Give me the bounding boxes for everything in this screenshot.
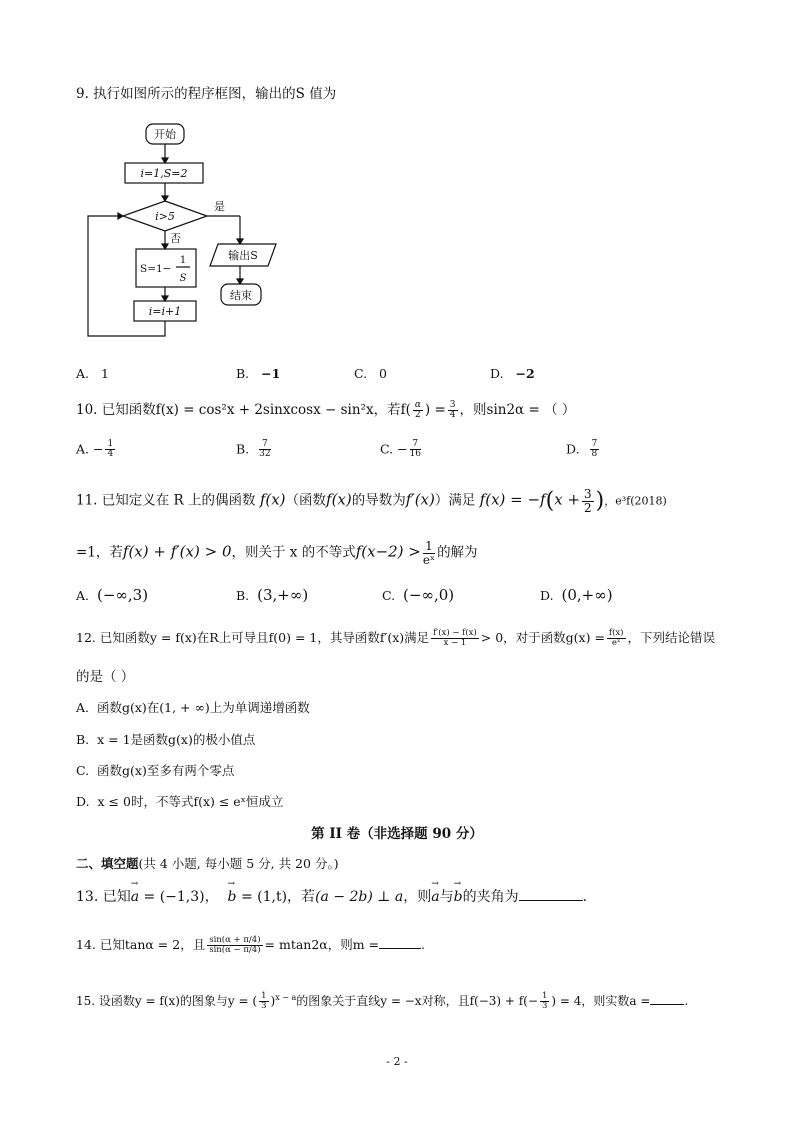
q10-option-b[interactable]: B. $\frac{7}{32}$ xyxy=(236,439,271,460)
flow-start-text: 开始 xyxy=(154,128,176,141)
flow-assign-num: 1 xyxy=(179,255,187,266)
q10-option-c[interactable]: C. − $\frac{7}{16}$ xyxy=(380,439,422,460)
q11-option-c[interactable]: C. (−∞,0) xyxy=(382,586,455,604)
page-number: - 2 - xyxy=(386,1055,408,1068)
q12-line2: 的是（ ） xyxy=(76,669,135,685)
flow-assign-den: S xyxy=(179,273,187,284)
q13-answer-blank[interactable] xyxy=(519,900,583,901)
section-title: 第 II 卷（非选择题 90 分） xyxy=(311,826,483,842)
flow-init-text: i=1,S=2 xyxy=(140,167,188,180)
q10-stem: 10. 已知函数f(x) = cos²x + 2sinxcosx − sin²x，若f( $\frac{\alpha}{2}$ ) = $\frac{3}{4}$ ，则sin2α = （ ） xyxy=(76,399,576,420)
flow-cond-text: i>5 xyxy=(155,210,175,223)
q11-option-b[interactable]: B. (3,+∞) xyxy=(236,586,309,604)
flowchart-diagram xyxy=(80,120,300,345)
q14-answer-blank[interactable] xyxy=(379,948,421,949)
q9-stem: 9. 执行如图所示的程序框图，输出的S 值为 xyxy=(76,86,337,102)
q12-option-c[interactable]: C. 函数g(x)至多有两个零点 xyxy=(76,763,235,778)
flow-incr-text: i=i+1 xyxy=(148,305,182,318)
q9-option-d[interactable]: D. −2 xyxy=(490,366,535,381)
q11-line2: =1，若f(x) + f′(x) > 0，则关于 x 的不等式f(x−2) > $\frac{1}{\text{eˣ}}$ 的解为 xyxy=(76,539,478,567)
q9-option-b[interactable]: B. −1 xyxy=(236,366,281,381)
q9-option-a[interactable]: A. 1 xyxy=(76,366,109,381)
flow-assign-pre: S=1− xyxy=(140,263,172,275)
flow-output-text: 输出S xyxy=(228,249,258,262)
q12-option-d[interactable]: D. x ≤ 0时，不等式f(x) ≤ eˣ恒成立 xyxy=(76,794,284,809)
q10-option-a[interactable]: A. − $\frac{1}{4}$ xyxy=(76,439,114,460)
q11-option-d[interactable]: D. (0,+∞) xyxy=(540,586,613,604)
q12-option-b[interactable]: B. x = 1是函数g(x)的极小值点 xyxy=(76,732,256,747)
q12-option-a[interactable]: A. 函数g(x)在(1, + ∞)上为单调递增函数 xyxy=(76,700,310,715)
q11-option-a[interactable]: A. (−∞,3) xyxy=(76,586,149,604)
q9-option-c[interactable]: C. 0 xyxy=(354,366,387,381)
q15-stem: 15. 设函数y = f(x)的图象与y = ( $\frac{1}{3}$ )$^{x - a}$的图象关于直线y = −x对称，且f(−3) + f(− $\frac{1}{3}$ ) = 4，则实数a = . xyxy=(76,991,689,1011)
fill-in-heading: 二、填空题(共 4 小题, 每小题 5 分, 共 20 分。) xyxy=(76,856,339,871)
flow-end-text: 结束 xyxy=(230,289,252,302)
q11-line1: 11. 已知定义在 R 上的偶函数 f(x)（函数f(x)的导数为f′(x)）满足 f(x) = −f(x + $\frac{3}{2}$ )，e³f(2018) xyxy=(76,487,667,515)
q10-option-d[interactable]: D. $\frac{7}{8}$ xyxy=(566,439,598,460)
flow-no-label: 否 xyxy=(170,232,181,245)
q12-line1: 12. 已知函数y = f(x)在R上可导且f(0) = 1，其导函数f′(x)满足 $\frac{f'(x) - f(x)}{x - 1}$ > 0，对于函数g(x) = $\frac{f(x)}{\text{eˣ}}$ ，下列结论错误 xyxy=(76,628,716,648)
q15-answer-blank[interactable] xyxy=(650,1004,684,1005)
q14-stem: 14. 已知tanα = 2，且 $\frac{\sin(\alpha + \pi/4)}{\sin(\alpha - \pi/4)}$ = mtan2α，则m = . xyxy=(76,935,426,955)
q13-stem: 13. 已知→ a = (−1,3)， → b = (1,t)，若(a − 2b) ⊥ a，则→ a与→ b的夹角为 . xyxy=(76,886,587,906)
flow-yes-label: 是 xyxy=(214,200,225,213)
